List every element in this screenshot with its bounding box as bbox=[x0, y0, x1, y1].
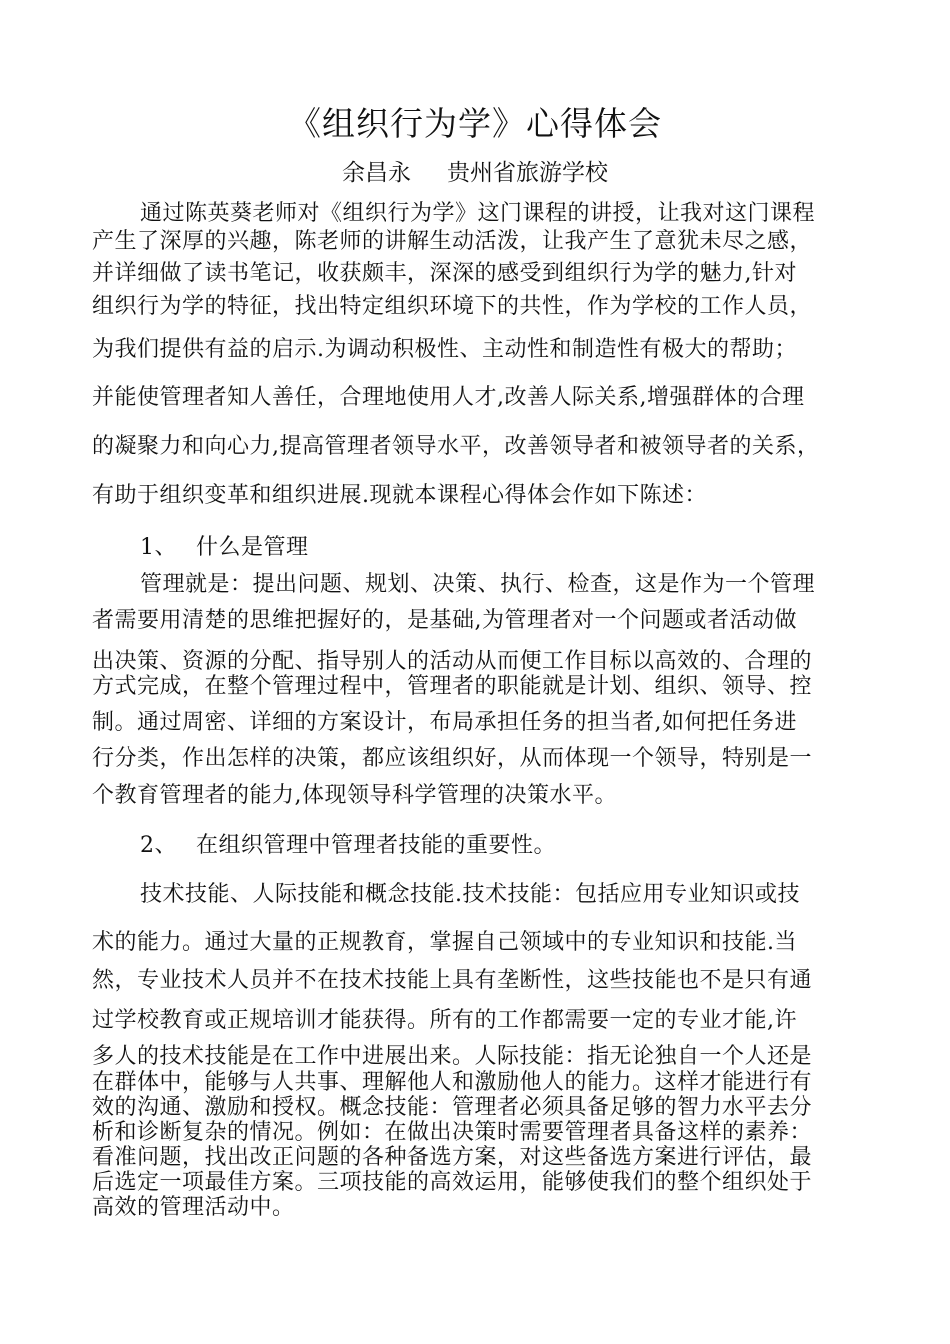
section-2-line: 过学校教育或正规培训才能获得。所有的工作都需要一定的专业才能,许 bbox=[92, 1008, 797, 1033]
intro-line: 并详细做了读书笔记，收获颇丰，深深的感受到组织行为学的魅力,针对 bbox=[92, 261, 797, 286]
author-affiliation: 贵州省旅游学校 bbox=[447, 160, 608, 186]
section-1-line: 个教育管理者的能力,体现领导科学管理的决策水平。 bbox=[92, 783, 617, 808]
section-1-title: 什么是管理 bbox=[196, 535, 309, 560]
section-2-line: 效的沟通、激励和授权。概念技能：管理者必须具备足够的智力水平去分 bbox=[92, 1095, 813, 1120]
section-2-line: 后选定一项最佳方案。三项技能的高效运用，能够使我们的整个组织处于 bbox=[92, 1170, 813, 1195]
section-2-line: 然，专业技术人员并不在技术技能上具有垄断性，这些技能也不是只有通 bbox=[92, 968, 813, 993]
author-line bbox=[0, 156, 950, 190]
section-2-line: 析和诊断复杂的情况。例如：在做出决策时需要管理者具备这样的素养： bbox=[92, 1120, 813, 1145]
section-2-heading bbox=[140, 831, 910, 861]
intro-line: 为我们提供有益的启示.为调动积极性、主动性和制造性有极大的帮助； bbox=[92, 337, 797, 362]
intro-line: 通过陈英葵老师对《组织行为学》这门课程的讲授，让我对这门课程 bbox=[140, 201, 816, 226]
section-2-line: 术的能力。通过大量的正规教育，掌握自己领域中的专业知识和技能.当 bbox=[92, 930, 797, 955]
section-1-line: 者需要用清楚的思维把握好的，是基础,为管理者对一个问题或者活动做 bbox=[92, 608, 797, 633]
section-1-heading bbox=[140, 533, 910, 563]
section-1-line: 方式完成，在整个管理过程中，管理者的职能就是计划、组织、领导、控 bbox=[92, 674, 813, 699]
section-1-line: 行分类，作出怎样的决策，都应该组织好，从而体现一个领导，特别是一 bbox=[92, 746, 813, 771]
section-1-number: 1、 bbox=[140, 535, 177, 560]
intro-line: 有助于组织变革和组织进展.现就本课程心得体会作如下陈述： bbox=[92, 483, 707, 508]
section-1-line: 出决策、资源的分配、指导别人的活动从而便工作目标以高效的、合理的 bbox=[92, 649, 813, 674]
section-1-line: 制。通过周密、详细的方案设计，布局承担任务的担当者,如何把任务进 bbox=[92, 710, 797, 735]
section-2-number: 2、 bbox=[140, 833, 177, 858]
author-name: 余昌永 bbox=[342, 160, 411, 186]
intro-line: 产生了深厚的兴趣，陈老师的讲解生动活泼，让我产生了意犹未尽之感， bbox=[92, 229, 813, 254]
section-2-line: 在群体中，能够与人共事、理解他人和激励他人的能力。这样才能进行有 bbox=[92, 1070, 813, 1095]
section-2-line: 技术技能、人际技能和概念技能.技术技能：包括应用专业知识或技 bbox=[140, 882, 800, 907]
intro-line: 并能使管理者知人善任，合理地使用人才,改善人际关系,增强群体的合理 bbox=[92, 385, 805, 410]
section-2-title: 在组织管理中管理者技能的重要性。 bbox=[196, 833, 557, 858]
intro-line: 组织行为学的特征，找出特定组织环境下的共性，作为学校的工作人员， bbox=[92, 294, 813, 319]
section-2-line: 看准问题，找出改正问题的各种备选方案，对这些备选方案进行评估，最 bbox=[92, 1145, 813, 1170]
section-2-line: 多人的技术技能是在工作中进展出来。人际技能：指无论独自一个人还是 bbox=[92, 1044, 813, 1069]
section-2-line: 高效的管理活动中。 bbox=[92, 1195, 295, 1220]
section-1-line: 管理就是：提出问题、规划、决策、执行、检查，这是作为一个管理 bbox=[140, 572, 816, 597]
intro-line: 的凝聚力和向心力,提高管理者领导水平，改善领导者和被领导者的关系， bbox=[92, 434, 820, 459]
document-title: 《组织行为学》心得体会 bbox=[288, 104, 662, 143]
